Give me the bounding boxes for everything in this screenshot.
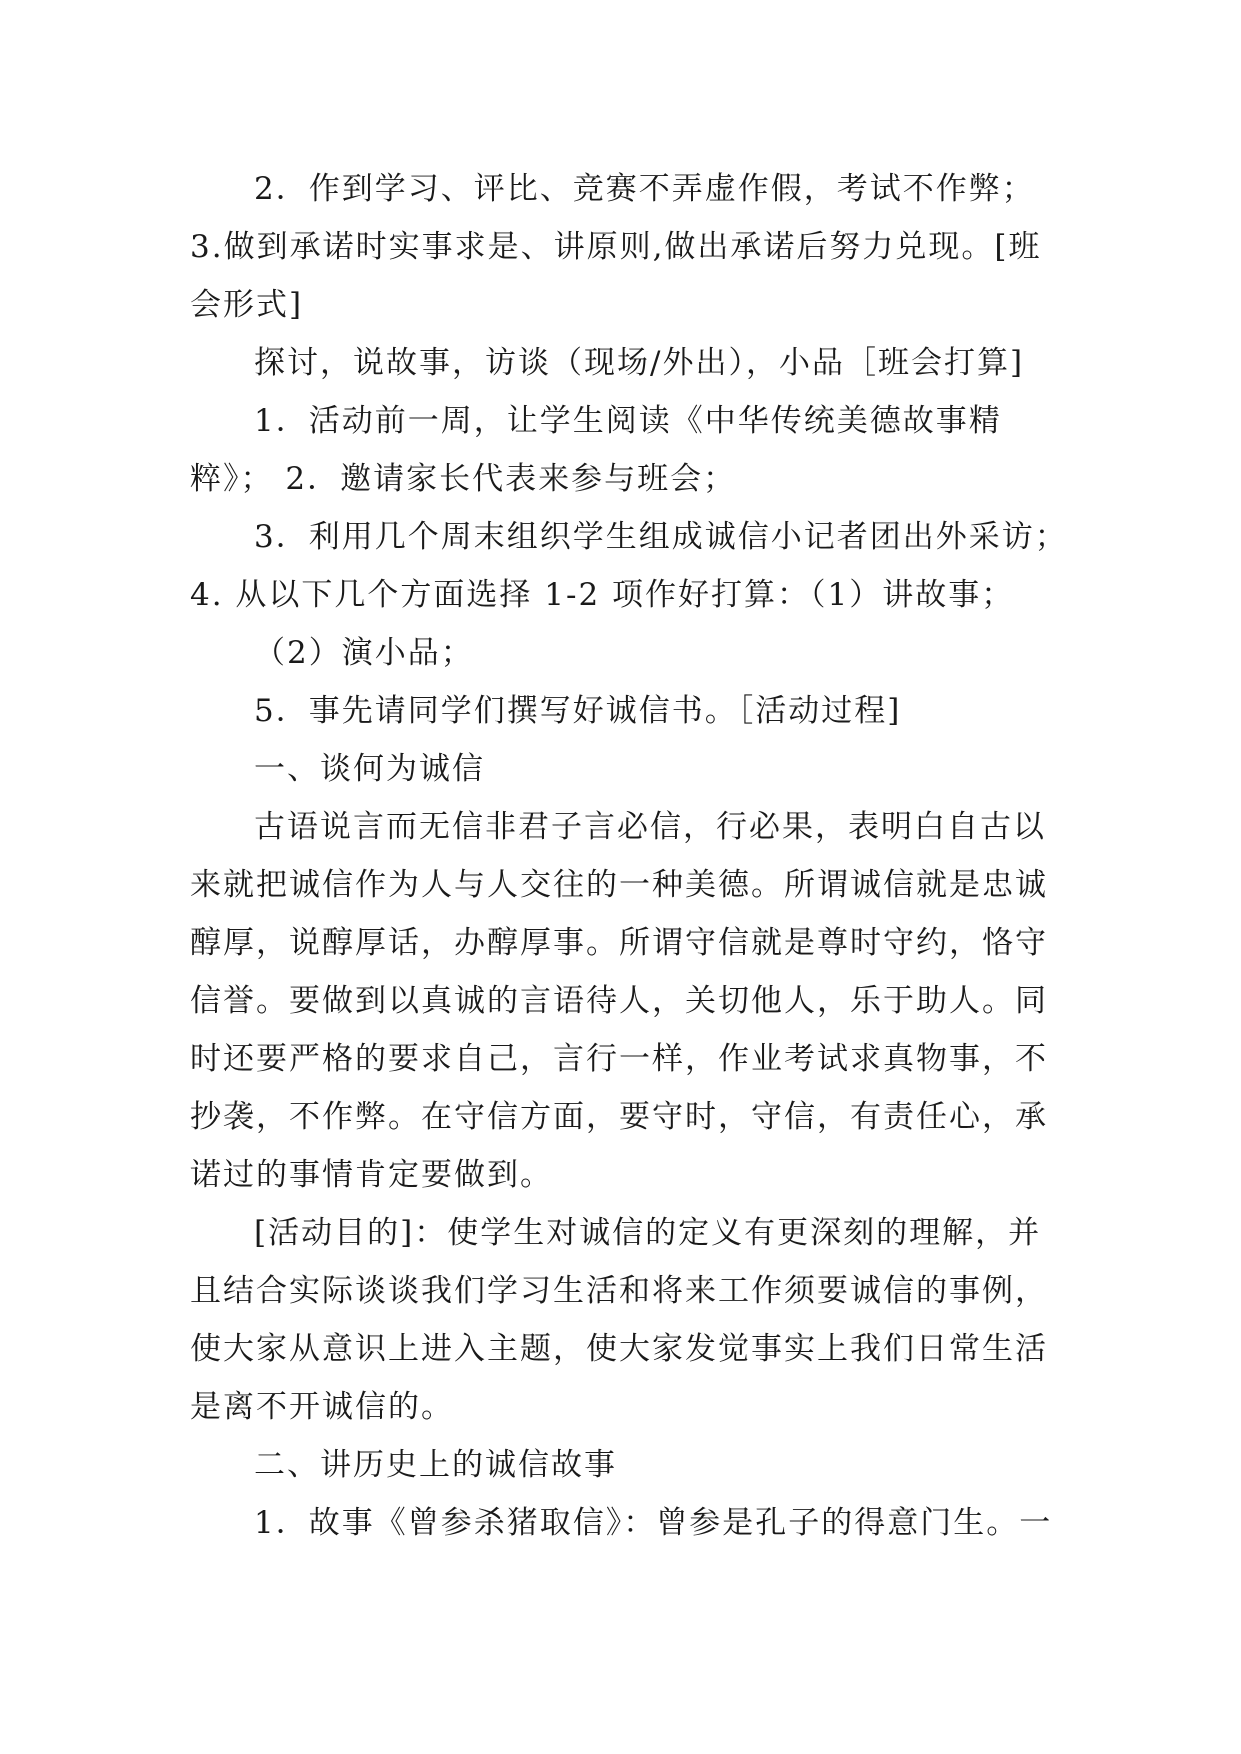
text-line: 4. 从以下几个方面选择 1-2 项作好打算：（1）讲故事；: [190, 577, 1015, 613]
text-line: 使大家从意识上进入主题，使大家发觉事实上我们日常生活: [190, 1331, 1048, 1367]
text-line: 诺过的事情肯定要做到。: [190, 1157, 553, 1193]
text-line: 古语说言而无信非君子言必信，行必果，表明白自古以: [254, 809, 1046, 845]
text-line: 3．利用几个周末组织学生组成诚信小记者团出外采访；: [254, 519, 1068, 555]
text-line: 抄袭，不作弊。在守信方面，要守时，守信，有责任心，承: [190, 1099, 1048, 1135]
text-line: [活动目的]：使学生对诚信的定义有更深刻的理解，并: [254, 1215, 1042, 1251]
text-line: 1．故事《曾参杀猪取信》：曾参是孔子的得意门生。一: [254, 1505, 1053, 1541]
document-body: [190, 160, 1070, 1552]
section-heading: 二、讲历史上的诚信故事: [254, 1447, 617, 1483]
section-heading: 一、谈何为诚信: [254, 751, 485, 787]
text-line: 会形式]: [190, 287, 304, 323]
text-line: 5．事先请同学们撰写好诚信书。［活动过程]: [254, 693, 902, 729]
text-line: 且结合实际谈谈我们学习生活和将来工作须要诚信的事例，: [190, 1273, 1048, 1309]
text-line: 是离不开诚信的。: [190, 1389, 454, 1425]
text-line: 1．活动前一周，让学生阅读《中华传统美德故事精: [254, 403, 1002, 439]
text-line: 2．作到学习、评比、竞赛不弄虚作假，考试不作弊；: [254, 171, 1035, 207]
text-line: 来就把诚信作为人与人交往的一种美德。所谓诚信就是忠诚: [190, 867, 1048, 903]
text-line: 醇厚，说醇厚话，办醇厚事。所谓守信就是尊时守约，恪守: [190, 925, 1048, 961]
text-line: 信誉。要做到以真诚的言语待人，关切他人，乐于助人。同: [190, 983, 1048, 1019]
text-line: 探讨，说故事，访谈（现场/外出），小品［班会打算]: [254, 345, 1025, 381]
text-line: 粹》； 2．邀请家长代表来参与班会；: [190, 461, 737, 497]
text-line: 3.做到承诺时实事求是、讲原则,做出承诺后努力兑现。[班: [190, 229, 1042, 265]
text-line: （2）演小品；: [254, 635, 474, 671]
text-line: 时还要严格的要求自己，言行一样，作业考试求真物事，不: [190, 1041, 1048, 1077]
